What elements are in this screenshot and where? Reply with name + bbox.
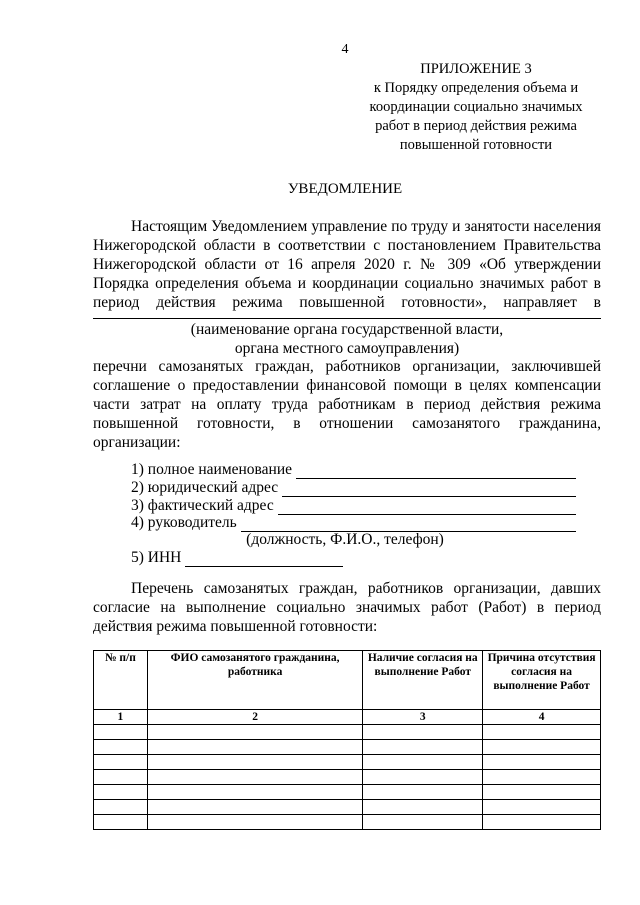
table-cell[interactable] [363, 740, 483, 755]
intro-line: Настоящим Уведомлением управление по труду и занятости населения [131, 218, 601, 235]
legal-address-field [131, 478, 576, 497]
table-row [94, 785, 601, 800]
body-line: перечни самозанятых граждан, работников организации, заключившей [93, 358, 601, 375]
table-cell[interactable] [94, 785, 148, 800]
legal-address-label: 2) юридический адрес [131, 479, 279, 496]
page-number: 4 [341, 42, 349, 57]
table-cell[interactable] [483, 755, 601, 770]
organ-caption-line: (наименование органа государственной власти, [190, 321, 504, 338]
table-cell[interactable] [363, 755, 483, 770]
head-caption: (должность, Ф.И.О., телефон) [246, 531, 444, 548]
inn-blank [185, 551, 343, 567]
list-line: согласие на выполнение социально значимых работ (Работ) в период [93, 599, 601, 616]
intro-line: Нижегородской области в соответствии с постановлением Правительства [93, 237, 601, 254]
column-number: 2 [147, 710, 362, 725]
organ-name-blank [93, 304, 601, 319]
table-cell[interactable] [363, 800, 483, 815]
column-number: 4 [483, 710, 601, 725]
organ-caption [93, 320, 601, 358]
body-line: повышенной готовности, в отношении самозанятого гражданина, [93, 415, 601, 432]
list-line: действия режима повышенной готовности: [93, 618, 378, 635]
appendix-line: к Порядку определения объема и [373, 80, 579, 96]
body-line: организации: [93, 434, 181, 451]
organ-caption-line: органа местного самоуправления) [234, 340, 460, 357]
table-row [94, 725, 601, 740]
intro-paragraph [93, 217, 601, 312]
document-heading: УВЕДОМЛЕНИЕ [287, 181, 403, 197]
table-cell[interactable] [363, 770, 483, 785]
table-cell[interactable] [363, 815, 483, 830]
table-cell[interactable] [483, 785, 601, 800]
inn-field [131, 548, 343, 567]
table-cell[interactable] [147, 800, 362, 815]
intro-line: Нижегородской области от 16 апреля 2020 г. № 309 «Об утверждении [93, 256, 601, 273]
appendix-block [360, 60, 592, 155]
full-name-field [131, 460, 576, 479]
table-column-numbers [94, 710, 601, 725]
table-cell[interactable] [94, 740, 148, 755]
table-row [94, 740, 601, 755]
appendix-line: координации социально значимых [369, 99, 583, 115]
intro-line: период действия режима повышенной готовности», направляет в [93, 294, 601, 311]
table-cell[interactable] [483, 740, 601, 755]
column-number: 3 [363, 710, 483, 725]
table-cell[interactable] [147, 815, 362, 830]
header-number: № п/п [94, 651, 148, 710]
table-row [94, 770, 601, 785]
table-cell[interactable] [147, 785, 362, 800]
table-cell[interactable] [94, 755, 148, 770]
intro-line: Порядка определения объема и координации социально значимых работ в [93, 275, 601, 292]
consent-table [93, 650, 601, 830]
actual-address-label: 3) фактический адрес [131, 497, 274, 514]
table-cell[interactable] [94, 725, 148, 740]
list-paragraph [93, 579, 601, 636]
legal-address-blank [282, 481, 576, 497]
full-name-blank [296, 463, 576, 479]
column-number: 1 [94, 710, 148, 725]
table-cell[interactable] [147, 725, 362, 740]
table-cell[interactable] [483, 800, 601, 815]
table-cell[interactable] [147, 770, 362, 785]
body-line: соглашение о предоставлении финансовой помощи в целях компенсации [93, 377, 601, 394]
table-cell[interactable] [483, 815, 601, 830]
header-reason: Причина отсутствия согласия на выполнение Работ [483, 651, 601, 710]
body-paragraph [93, 357, 601, 452]
table-row [94, 800, 601, 815]
table-cell[interactable] [147, 740, 362, 755]
header-fio: ФИО самозанятого гражданина, работника [147, 651, 362, 710]
table-cell[interactable] [94, 815, 148, 830]
table-row [94, 815, 601, 830]
head-label: 4) руководитель [131, 514, 237, 531]
table-cell[interactable] [147, 755, 362, 770]
table-cell[interactable] [94, 770, 148, 785]
table-cell[interactable] [363, 725, 483, 740]
full-name-label: 1) полное наименование [131, 461, 293, 478]
table-cell[interactable] [483, 725, 601, 740]
appendix-title: ПРИЛОЖЕНИЕ 3 [420, 61, 532, 77]
appendix-line: работ в период действия режима [375, 118, 577, 134]
table-cell[interactable] [483, 770, 601, 785]
table-row [94, 755, 601, 770]
table-cell[interactable] [363, 785, 483, 800]
body-line: части затрат на оплату труда работникам в период действия режима [93, 396, 601, 413]
header-consent: Наличие согласия на выполнение Работ [363, 651, 483, 710]
table-cell[interactable] [94, 800, 148, 815]
inn-label: 5) ИНН [131, 549, 182, 566]
table-header-row [94, 651, 601, 710]
list-line: Перечень самозанятых граждан, работников организации, давших [131, 580, 601, 597]
appendix-line: повышенной готовности [399, 137, 553, 153]
